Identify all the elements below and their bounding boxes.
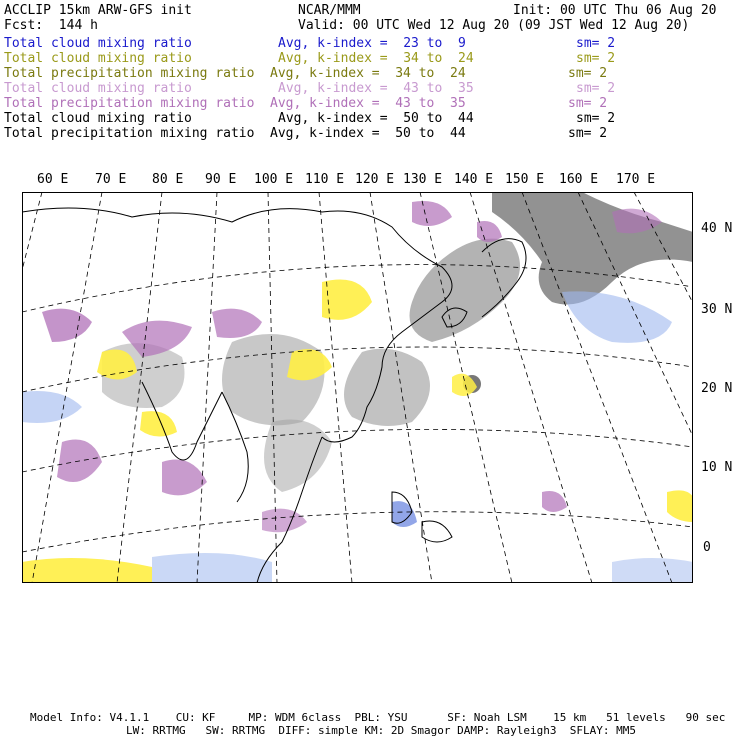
field-avg: Avg, k-index = 43 to 35 [270,96,466,111]
field-avg: Avg, k-index = 34 to 24 [278,51,474,66]
lon-label: 160 E [559,172,599,187]
field-name: Total cloud mixing ratio [4,36,192,51]
field-name: Total precipitation mixing ratio [4,96,255,111]
lon-label: 130 E [403,172,443,187]
field-name: Total cloud mixing ratio [4,111,192,126]
field-sm: sm= 2 [576,36,616,51]
lon-label: 90 E [205,172,237,187]
weather-map [22,192,693,583]
field-sm: sm= 2 [576,81,616,96]
field-avg: Avg, k-index = 23 to 9 [278,36,466,51]
lon-label: 150 E [505,172,545,187]
model-info-line1: Model Info: V4.1.1 CU: KF MP: WDM 6class PBL: YSU SF: Noah LSM 15 km 51 levels 90 sec [30,711,726,724]
model-title: ACCLIP 15km ARW-GFS init [4,3,192,18]
field-avg: Avg, k-index = 43 to 35 [278,81,474,96]
field-name: Total precipitation mixing ratio [4,66,255,81]
lat-label: 20 N [701,381,733,396]
field-sm: sm= 2 [576,51,616,66]
lon-label: 60 E [37,172,69,187]
field-name: Total cloud mixing ratio [4,81,192,96]
lon-label: 80 E [152,172,184,187]
lon-label: 120 E [355,172,395,187]
gray-cloud-area [344,349,430,426]
lon-label: 110 E [305,172,345,187]
field-avg: Avg, k-index = 34 to 24 [270,66,466,81]
lat-label: 40 N [701,221,733,236]
lat-label: 30 N [701,302,733,317]
field-name: Total precipitation mixing ratio [4,126,255,141]
valid-time: Valid: 00 UTC Wed 12 Aug 20 (09 JST Wed 12 Aug 20) [298,18,690,33]
field-sm: sm= 2 [568,66,608,81]
lon-label: 170 E [616,172,656,187]
lon-label: 140 E [454,172,494,187]
field-name: Total cloud mixing ratio [4,51,192,66]
lon-label: 70 E [95,172,127,187]
lat-label: 0 [703,540,711,555]
model-info-line2: LW: RRTMG SW: RRTMG DIFF: simple KM: 2D Smagor DAMP: Rayleigh3 SFLAY: MM5 [126,724,636,737]
field-sm: sm= 2 [576,111,616,126]
field-sm: sm= 2 [568,96,608,111]
forecast-hour: Fcst: 144 h [4,18,98,33]
org-label: NCAR/MMM [298,3,361,18]
lat-label: 10 N [701,460,733,475]
lon-label: 100 E [254,172,294,187]
field-avg: Avg, k-index = 50 to 44 [270,126,466,141]
blue-area [612,558,693,583]
field-sm: sm= 2 [568,126,608,141]
field-avg: Avg, k-index = 50 to 44 [278,111,474,126]
init-time: Init: 00 UTC Thu 06 Aug 20 [513,3,717,18]
